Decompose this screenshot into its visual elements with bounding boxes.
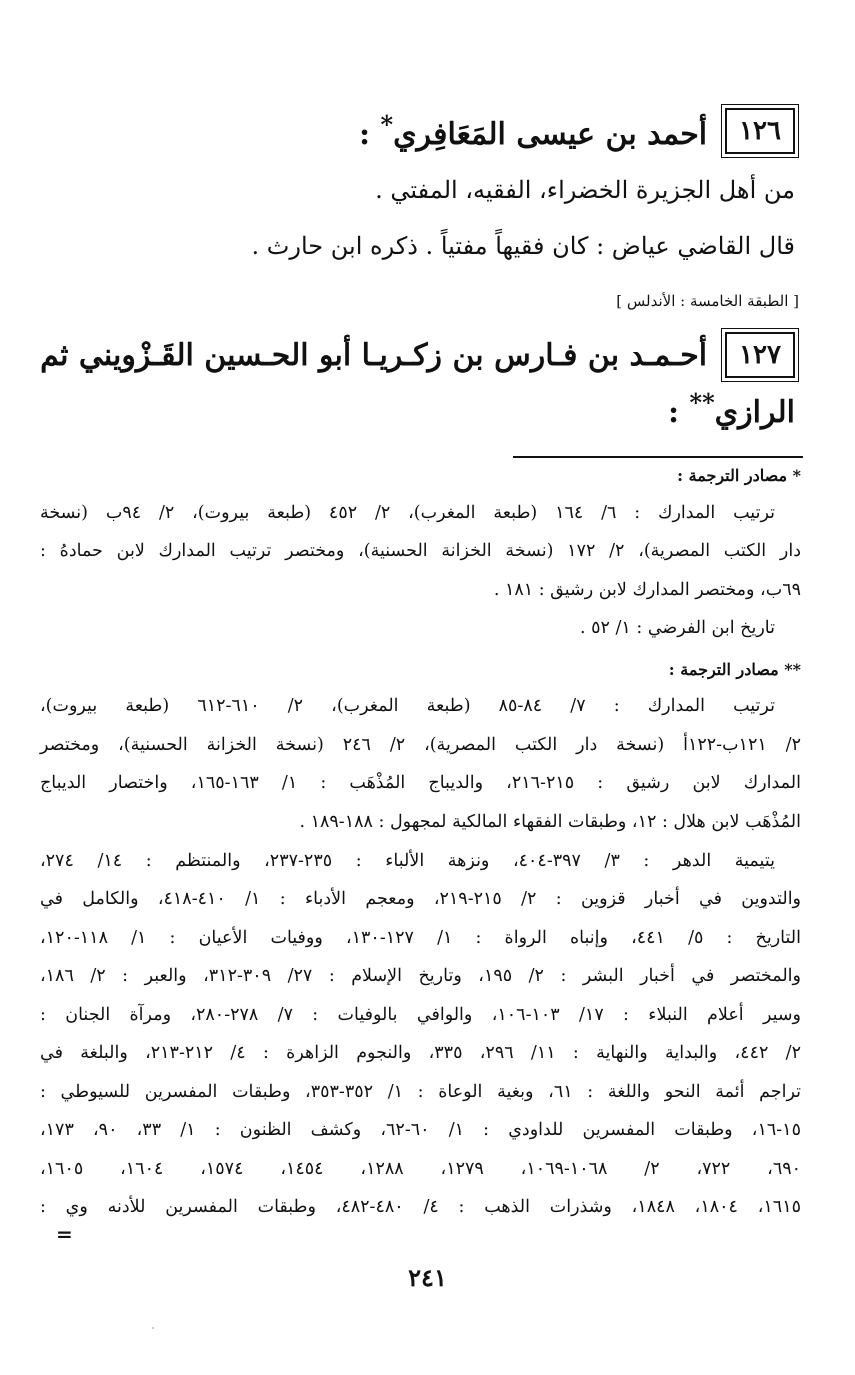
entry-127-name-end: الرازي: [714, 395, 795, 430]
footnote-separator: [513, 456, 803, 458]
scan-speck: [152, 1327, 154, 1329]
footnote-1-line: ٦٩ب، ومختصر المدارك لابن رشيق : ١٨١ .: [493, 580, 801, 600]
entry-126-heading: [359, 108, 795, 154]
footnote-2-line: ترتيب المدارك : ٧/ ٨٤-٨٥ (طبعة المغرب)، ٢/ ٦١٠-٦١٢ (طبعة بيروت)،: [40, 696, 775, 716]
footnote-2-line: ١٥-١٦، وطبقات المفسرين للداودي : ١/ ٦٠-٦٢، وكشف الظنون : ١/ ٣٣، ٩٠، ١٧٣،: [40, 1120, 801, 1140]
footnote-2-line: ١٦١٥، ١٨٠٤، ١٨٤٨، وشذرات الذهب : ٤/ ٤٨٠-٤٨٢، وطبقات المفسرين للأدنه وي :: [40, 1197, 801, 1217]
footnote-1-line: تاريخ ابن الفرضي : ١/ ٥٢ .: [580, 618, 775, 638]
entry-127-footnote-marker: **: [689, 388, 715, 417]
entry-126-footnote-marker: *: [380, 110, 394, 139]
footnote-2-line: ٢/ ٤٤٢، والبداية والنهاية : ١١/ ٢٩٦، ٣٣٥، والنجوم الزاهرة : ٤/ ٢١٢-٢١٣، والبلغة في: [40, 1043, 801, 1063]
entry-126-colon: :: [358, 117, 371, 152]
footnote-2-line: وسير أعلام النبلاء : ١٧/ ١٠٣-١٠٦، والوافي بالوفيات : ٧/ ٢٧٨-٢٨٠، ومرآة الجنان :: [40, 1005, 801, 1025]
entry-126-line-2: قال القاضي عياض : كان فقيهاً مفتياً . ذكره ابن حارث .: [251, 232, 795, 260]
footnote-2-line: تراجم أئمة النحو واللغة : ٦١، وبغية الوعاة : ١/ ٣٥٢-٣٥٣، وطبقات المفسرين للسيوطي :: [40, 1082, 801, 1102]
entry-126-number: ١٢٦: [725, 108, 795, 154]
footnote-2-line: ٦٩٠، ٧٢٢، ٢/ ١٠٦٨-١٠٦٩، ١٢٧٩، ١٢٨٨، ١٤٥٤، ١٥٧٤، ١٦٠٤، ١٦٠٥،: [40, 1159, 802, 1179]
footnote-2-line: يتيمية الدهر : ٣/ ٣٩٧-٤٠٤، ونزهة الألباء : ٢٣٥-٢٣٧، والمنتظم : ١٤/ ٢٧٤،: [40, 851, 775, 871]
entry-127-title-line-1: أحـمـد بن فـارس بن زكـريـا أبو الحـسين القَـزْويني ثم: [40, 337, 708, 373]
entry-127-title-line-2: [668, 388, 795, 430]
footnote-2-line: المدارك لابن رشيق : ٢١٥-٢١٦، والديباج المُذْهَب : ١/ ١٦٣-١٦٥، واختصار الديباج: [40, 773, 801, 793]
footnote-2-line: التاريخ : ٥/ ٤٤١، وإنباه الرواة : ١/ ١٢٧-١٣٠، ووفيات الأعيان : ١/ ١١٨-١٢٠،: [40, 928, 801, 948]
entry-127-heading: [40, 332, 795, 378]
footnote-2-line: المُذْهَب لابن هلال : ١٢، وطبقات الفقهاء المالكية لمجهول : ١٨٨-١٨٩ .: [299, 812, 801, 832]
footnote-2-line: والمختصر في أخبار البشر : ٢/ ١٩٥، وتاريخ الإسلام : ٢٧/ ٣٠٩-٣١٢، والعبر : ٢/ ١٨٦،: [40, 966, 801, 986]
footnote-2-heading: ** مصادر الترجمة :: [668, 660, 801, 679]
section-tag: [ الطبقة الخامسة : الأندلس ]: [616, 292, 799, 310]
entry-127-colon: :: [668, 395, 680, 430]
entry-126-name: أحمد بن عيسى المَعَافِري: [393, 117, 708, 152]
footnote-2-line: ٢/ ١٢١ب-١٢٢أ (نسخة دار الكتب المصرية)، ٢/ ٢٤٦ (نسخة الخزانة الحسنية)، ومختصر: [40, 735, 801, 755]
footnote-2-line: والتدوين في أخبار قزوين : ٢/ ٢١٥-٢١٩، ومعجم الأدباء : ١/ ٤١٠-٤١٨، والكامل في: [40, 889, 802, 909]
footnote-1-heading: * مصادر الترجمة :: [677, 466, 801, 485]
entry-127-number: ١٢٧: [725, 332, 795, 378]
continuation-mark: =: [56, 1222, 73, 1246]
page-number: ٢٤١: [408, 1263, 447, 1292]
entry-126-title: [359, 110, 707, 152]
entry-126-line-1: من أهل الجزيرة الخضراء، الفقيه، المفتي .: [375, 176, 795, 204]
footnote-1-line: دار الكتب المصرية)، ٢/ ١٧٢ (نسخة الخزانة الحسنية)، ومختصر ترتيب المدارك لابن حمادهُ :: [40, 541, 801, 561]
footnote-1-line: ترتيب المدارك : ٦/ ١٦٤ (طبعة المغرب)، ٢/ ٤٥٢ (طبعة بيروت)، ٢/ ٩٤ب (نسخة: [40, 503, 775, 523]
